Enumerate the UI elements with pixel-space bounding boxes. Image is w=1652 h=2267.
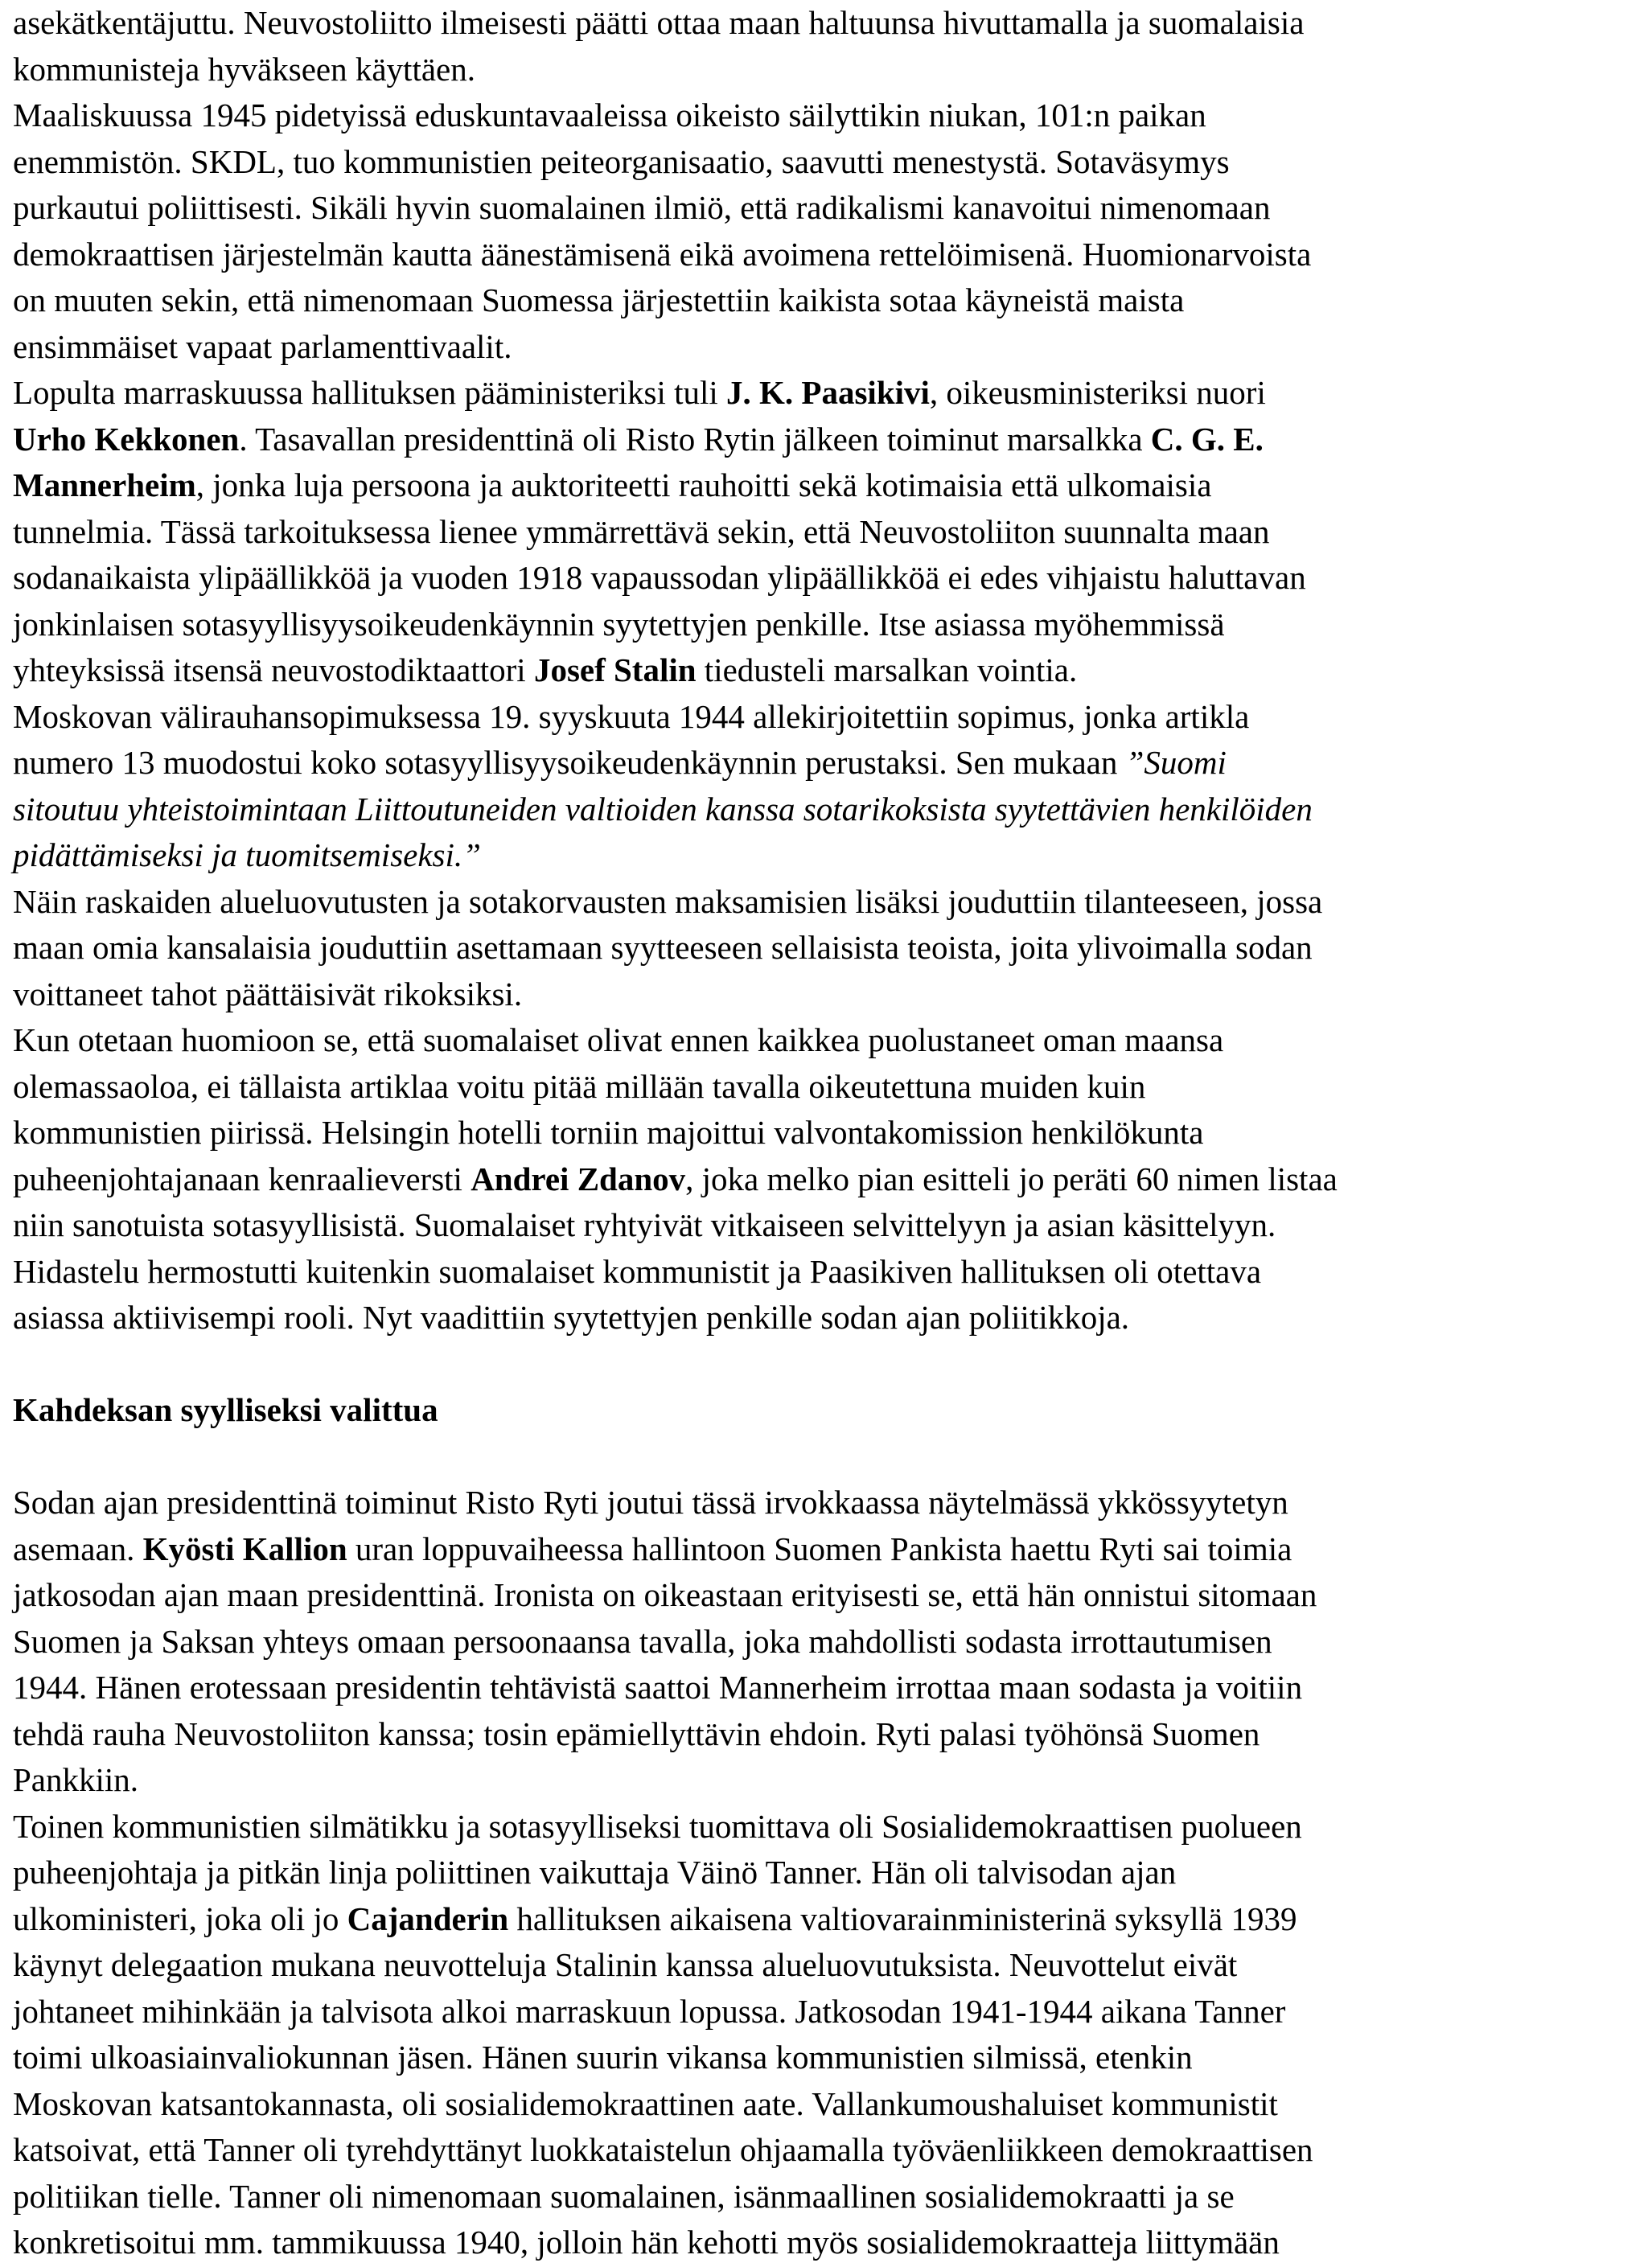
bold-name: Josef Stalin [533,651,697,688]
text-line [13,1619,1646,1665]
bold-name: Cajanderin [347,1899,509,1937]
text-run: johtaneet mihinkään ja talvisota alkoi marraskuun lopussa. Jatkosodan 1941-1944 aikana Tanner [13,1992,1286,2030]
text-run: Pankkiin. [13,1761,139,1798]
text-run: 1944. Hänen erotessaan presidentin tehtävistä saattoi Mannerheim irrottaa maan sodasta ja voitiin [13,1669,1303,1706]
text-line [13,1665,1646,1711]
document-body [13,0,1646,2266]
text-run: niin sanotuista sotasyyllisistä. Suomalaiset ryhtyivät vitkaiseen selvittelyyn ja asian käsittelyyn. [13,1206,1276,1243]
text-run: , jonka luja persoona ja auktoriteetti rauhoitti sekä kotimaisia että ulkomaisia [195,466,1212,503]
paragraph-s2 [13,1804,1646,2266]
text-run: numero 13 muodostui koko sotasyyllisyysoikeudenkäynnin perustaksi. Sen mukaan [13,744,1126,781]
text-run: olemassaoloa, ei tällaista artiklaa voitu pitää millään tavalla oikeutettuna muiden kuin [13,1067,1146,1105]
text-line [13,1572,1646,1619]
text-run: enemmistön. SKDL, tuo kommunistien peiteorganisaatio, saavutti menestystä. Sotaväsymys [13,142,1230,180]
text-line [13,324,1646,371]
text-run: tiedusteli marsalkan vointia. [696,651,1078,688]
paragraph-p2 [13,92,1646,370]
text-run: puheenjohtajanaan kenraalieversti [13,1160,471,1197]
article-intro-paragraphs [13,0,1646,1341]
text-run: puheenjohtaja ja pitkän linja poliittinen vaikuttaja Väinö Tanner. Hän oli talvisodan ajan [13,1854,1177,1891]
text-run: Toinen kommunistien silmätikku ja sotasyylliseksi tuomittava oli Sosialidemokraattisen puolueen [13,1807,1302,1845]
paragraph-p4 [13,694,1646,879]
text-line [13,971,1646,1018]
text-run: asiassa aktiivisempi rooli. Nyt vaadittiin syytettyjen penkille sodan ajan poliitikkoja. [13,1299,1130,1336]
text-run: voittaneet tahot päättäisivät rikoksiksi. [13,975,523,1012]
text-line [13,2127,1646,2174]
text-line [13,2174,1646,2220]
text-line [13,2220,1646,2266]
text-run: hallituksen aikaisena valtiovarainministerinä syksyllä 1939 [508,1899,1297,1937]
text-line [13,185,1646,232]
text-line [13,1850,1646,1896]
text-run: politiikan tielle. Tanner oli nimenomaan suomalainen, isänmaallinen sosialidemokraatti ja se [13,2177,1235,2215]
paragraph-p1 [13,0,1646,92]
text-run: yhteyksissä itsensä neuvostodiktaattori [13,651,534,688]
italic-quote: pidättämiseksi ja tuomitsemiseksi.” [13,836,481,873]
text-line [13,786,1646,833]
text-line [13,462,1646,509]
text-line [13,1017,1646,1064]
text-line [13,1757,1646,1804]
text-run: ulkoministeri, joka oli jo [13,1899,347,1937]
section-paragraphs [13,1480,1646,2266]
italic-quote: sitoutuu yhteistoimintaan Liittoutuneiden valtioiden kanssa sotarikoksista syytettävien henkilöiden [13,790,1313,828]
text-run: tehdä rauha Neuvostoliiton kanssa; tosin epämiellyttävin ehdoin. Ryti palasi työhönsä Suomen [13,1715,1260,1752]
text-run: , oikeusministeriksi nuori [929,374,1266,411]
text-line [13,2081,1646,2128]
text-line [13,232,1646,278]
text-line [13,417,1646,463]
text-line [13,2035,1646,2081]
text-line [13,1249,1646,1296]
text-run: Näin raskaiden alueluovutusten ja sotakorvausten maksamisien lisäksi jouduttiin tilanteeseen, jossa [13,882,1323,920]
text-run: tunnelmia. Tässä tarkoituksessa lienee ymmärrettävä sekin, että Neuvostoliiton suunnalta maan [13,512,1270,550]
text-run: Moskovan katsantokannasta, oli sosialidemokraattinen aate. Vallankumoushaluiset kommunistit [13,2084,1278,2122]
text-run: ensimmäiset vapaat parlamenttivaalit. [13,327,512,365]
paragraph-s1 [13,1480,1646,1804]
text-line [13,1110,1646,1156]
text-run: demokraattisen järjestelmän kautta äänestämisenä eikä avoimena rettelöimisenä. Huomionarvoista [13,235,1312,273]
text-run: Maaliskuussa 1945 pidetyissä eduskuntavaaleissa oikeisto säilyttikin niukan, 101:n paikan [13,97,1206,133]
text-line [13,1156,1646,1203]
text-run: Lopulta marraskuussa hallituksen pääministeriksi tuli [13,374,727,411]
text-run: jatkosodan ajan maan presidenttinä. Ironista on oikeastaan erityisesti se, että hän onnistui sitomaan [13,1576,1317,1613]
text-line [13,740,1646,786]
text-run: jonkinlaisen sotasyyllisyysoikeudenkäynnin syytettyjen penkille. Itse asiassa myöhemmissä [13,605,1225,643]
italic-quote: ”Suomi [1125,744,1227,781]
text-run: . Tasavallan presidenttinä oli Risto Rytin jälkeen toiminut marsalkka [239,420,1151,458]
text-line [13,92,1646,139]
bold-name: Kyösti Kallion [142,1530,347,1567]
text-line [13,1295,1646,1341]
text-line [13,1989,1646,2035]
text-run: purkautui poliittisesti. Sikäli hyvin suomalainen ilmiö, että radikalismi kanavoitui nimenomaan [13,189,1271,226]
text-line [13,879,1646,926]
text-line [13,832,1646,879]
bold-name: C. G. E. [1150,420,1264,458]
text-run: kommunistien piirissä. Helsingin hotelli torniin majoittui valvontakomission henkilökunta [13,1114,1204,1151]
text-run: sodanaikaista ylipäällikköä ja vuoden 1918 vapaussodan ylipäällikköä ei edes vihjaistu haluttavan [13,559,1306,596]
text-line [13,647,1646,694]
paragraph-p5 [13,879,1646,1018]
paragraph-p6 [13,1017,1646,1341]
text-line [13,370,1646,417]
text-line [13,555,1646,602]
section-heading: Kahdeksan syylliseksi valittua [13,1391,438,1428]
text-line [13,277,1646,324]
text-run: Sodan ajan presidenttinä toiminut Risto Ryti joutui tässä irvokkaassa näytelmässä ykkössyytetyn [13,1484,1288,1521]
text-run: käynyt delegaation mukana neuvotteluja Stalinin kanssa alueluovutuksista. Neuvottelut eivät [13,1946,1238,1983]
text-line [13,602,1646,648]
text-line [13,1526,1646,1573]
text-line [13,1896,1646,1943]
bold-name: J. K. Paasikivi [726,374,930,411]
text-run: asemaan. [13,1530,143,1567]
text-run: konkretisoitui mm. tammikuussa 1940, jolloin hän kehotti myös sosialidemokraatteja liittymään [13,2224,1280,2261]
text-line [13,1942,1646,1989]
blank-line [13,1434,1646,1481]
text-line [13,1064,1646,1111]
text-line [13,925,1646,971]
text-line [13,1202,1646,1249]
text-line [13,694,1646,741]
text-run: on muuten sekin, että nimenomaan Suomessa järjestettiin kaikista sotaa käyneistä maista [13,281,1185,318]
text-line [13,139,1646,186]
text-run: asekätkentäjuttu. Neuvostoliitto ilmeisesti päätti ottaa maan haltuunsa hivuttamalla ja suomalaisia [13,4,1305,41]
bold-name: Urho Kekkonen [13,420,240,458]
text-run: Moskovan välirauhansopimuksessa 19. syyskuuta 1944 allekirjoitettiin sopimus, jonka artikla [13,697,1250,735]
text-run: uran loppuvaiheessa hallintoon Suomen Pankista haettu Ryti sai toimia [347,1530,1292,1567]
text-line [13,509,1646,556]
text-line [13,1711,1646,1758]
blank-line [13,1341,1646,1388]
text-line [13,1804,1646,1850]
text-line [13,1480,1646,1526]
text-run: Hidastelu hermostutti kuitenkin suomalaiset kommunistit ja Paasikiven hallituksen oli otettava [13,1252,1262,1290]
text-line [13,47,1646,93]
text-run: katsoivat, että Tanner oli tyrehdyttänyt luokkataistelun ohjaamalla työväenliikkeen demokraattisen [13,2131,1313,2168]
bold-name: Andrei Zdanov [471,1160,686,1197]
text-run: maan omia kansalaisia jouduttiin asettamaan syytteeseen sellaisista teoista, joita ylivoimalla sodan [13,929,1313,966]
text-run: kommunisteja hyväkseen käyttäen. [13,50,475,88]
text-run: Kun otetaan huomioon se, että suomalaiset olivat ennen kaikkea puolustaneet oman maansa [13,1021,1224,1058]
text-run: Suomen ja Saksan yhteys omaan persoonaansa tavalla, joka mahdollisti sodasta irrottautumisen [13,1622,1272,1660]
text-line [13,0,1646,47]
bold-name: Mannerheim [13,466,196,503]
text-run: toimi ulkoasiainvaliokunnan jäsen. Hänen suurin vikansa kommunistien silmissä, etenkin [13,2039,1193,2076]
paragraph-p3 [13,370,1646,694]
text-run: , joka melko pian esitteli jo peräti 60 nimen listaa [685,1160,1338,1197]
